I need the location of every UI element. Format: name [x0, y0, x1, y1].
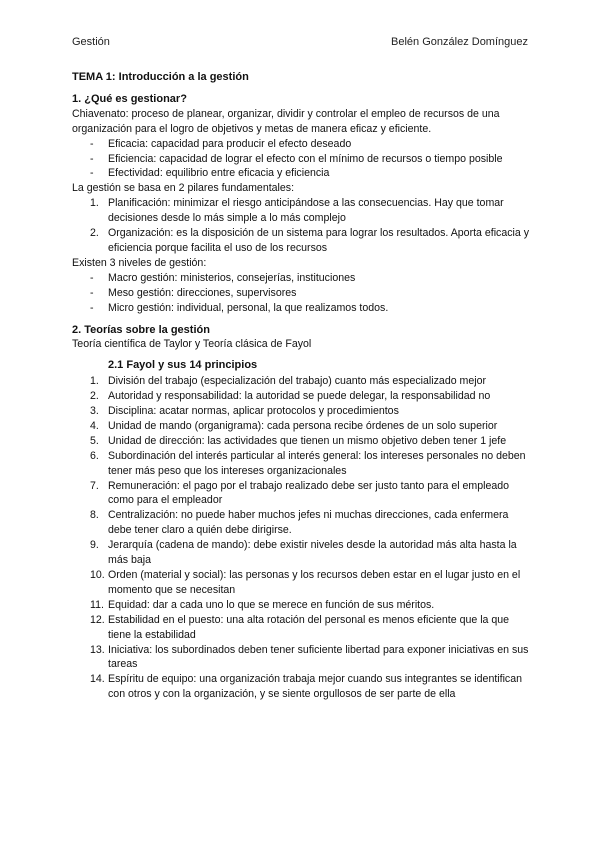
- list-item: [72, 508, 532, 538]
- list-text: Centralización: no puede haber muchos jefes ni muchas direcciones, cada enfermera debe tener claro a quién debe dirigirse.: [108, 509, 509, 537]
- list-item: [72, 434, 532, 449]
- list-item: [72, 404, 532, 419]
- list-item: [72, 568, 532, 598]
- list-item: [72, 226, 532, 256]
- list-text: Planificación: minimizar el riesgo anticipándose a las consecuencias. Hay que tomar decisiones desde lo más simple a lo más complejo: [108, 197, 504, 225]
- list-item: - Efectividad: equilibrio entre eficacia y eficiencia: [72, 166, 532, 181]
- list-number: 9.: [90, 539, 99, 552]
- list-text: Iniciativa: los subordinados deben tener suficiente libertad para exponer iniciativas en sus tareas: [108, 643, 529, 671]
- list-item: [72, 672, 532, 702]
- header-subject: Gestión: [72, 36, 110, 48]
- list-item: [72, 374, 532, 389]
- list-item: [72, 449, 532, 479]
- list-item: [72, 643, 532, 673]
- list-item: [72, 196, 532, 226]
- list-item: - Eficacia: capacidad para producir el efecto deseado: [72, 137, 532, 152]
- list-item: [72, 419, 532, 434]
- list-number: 3.: [90, 405, 99, 418]
- list-number: 2.: [90, 227, 99, 240]
- list-number: 11.: [90, 598, 104, 611]
- header-author: Belén González Domínguez: [391, 36, 528, 48]
- list-item: - Micro gestión: individual, personal, la que realizamos todos.: [72, 301, 532, 316]
- terms-list: [72, 137, 532, 182]
- list-item: [72, 479, 532, 509]
- list-number: 4.: [90, 419, 99, 432]
- list-number: 13.: [90, 643, 105, 656]
- levels-list: [72, 271, 532, 316]
- list-item: - Meso gestión: direcciones, supervisores: [72, 286, 532, 301]
- list-text: Unidad de mando (organigrama): cada persona recibe órdenes de un solo superior: [108, 419, 498, 432]
- list-text: División del trabajo (especialización del trabajo) cuanto más especializado mejor: [108, 375, 487, 388]
- list-number: 12.: [90, 613, 105, 626]
- list-text: Organización: es la disposición de un sistema para lograr los resultados. Aporta eficacia y eficiencia porque facilita el uso de los recursos: [108, 227, 530, 254]
- list-number: 14.: [90, 673, 105, 686]
- list-item: [72, 538, 532, 568]
- list-number: 7.: [90, 479, 99, 492]
- list-item: [72, 598, 532, 613]
- list-number: 10.: [90, 569, 105, 581]
- principles-list: [72, 374, 532, 702]
- list-text: Disciplina: acatar normas, aplicar protocolos y procedimientos: [108, 405, 399, 418]
- list-text: Autoridad y responsabilidad: la autoridad se puede delegar, la responsabilidad no: [108, 390, 491, 403]
- levels-intro: Existen 3 niveles de gestión:: [72, 256, 207, 269]
- list-text: Estabilidad en el puesto: una alta rotación del personal es menos eficiente que la que tiene la estabilidad: [108, 613, 510, 641]
- list-text: Jerarquía (cadena de mando): debe existir niveles desde la autoridad más alta hasta la más baja: [108, 539, 517, 567]
- tema-title: TEMA 1: Introducción a la gestión: [72, 71, 249, 83]
- list-number: 1.: [90, 375, 99, 388]
- section-2-heading: 2. Teorías sobre la gestión: [72, 323, 210, 336]
- pillars-intro: La gestión se basa en 2 pilares fundamentales:: [72, 182, 295, 195]
- list-number: 5.: [90, 434, 99, 447]
- list-number: 8.: [90, 509, 99, 522]
- list-item: [72, 613, 532, 643]
- section-2-intro: Teoría científica de Taylor y Teoría clásica de Fayol: [72, 338, 312, 351]
- list-text: Espíritu de equipo: una organización trabaja mejor cuando sus integrantes se identifican con otros y con la organización, y se siente orgullosos de ser parte de ella: [108, 673, 523, 701]
- list-text: Remuneración: el pago por el trabajo realizado debe ser justo tanto para el empleado como para el empleador: [108, 479, 510, 507]
- list-item: [72, 389, 532, 404]
- chiavenato-definition: Chiavenato: proceso de planear, organizar, dividir y controlar el empleo de recursos de una organización para el logro de objetivos y metas de manera eficaz y eficiente.: [72, 107, 500, 135]
- list-text: Subordinación del interés particular al interés general: los intereses personales no deben tener más peso que los intereses organizacionales: [108, 449, 526, 477]
- list-text: Orden (material y social): las personas y los recursos deben estar en el lugar justo en el momento que se necesitan: [108, 569, 521, 596]
- list-text: Equidad: dar a cada uno lo que se merece en función de sus méritos.: [108, 598, 435, 611]
- section-1-heading: 1. ¿Qué es gestionar?: [72, 92, 187, 105]
- list-number: 2.: [90, 390, 99, 403]
- list-item: - Macro gestión: ministerios, consejerías, instituciones: [72, 271, 532, 286]
- list-number: 1.: [90, 197, 99, 210]
- list-item: - Eficiencia: capacidad de lograr el efecto con el mínimo de recursos o tiempo posible: [72, 152, 532, 167]
- document-body: [72, 70, 532, 702]
- list-text: Unidad de dirección: las actividades que tienen un mismo objetivo deben tener 1 jefe: [108, 434, 507, 447]
- section-2-1-heading: 2.1 Fayol y sus 14 principios: [108, 359, 258, 372]
- pillars-list: [72, 196, 532, 256]
- list-number: 6.: [90, 449, 99, 462]
